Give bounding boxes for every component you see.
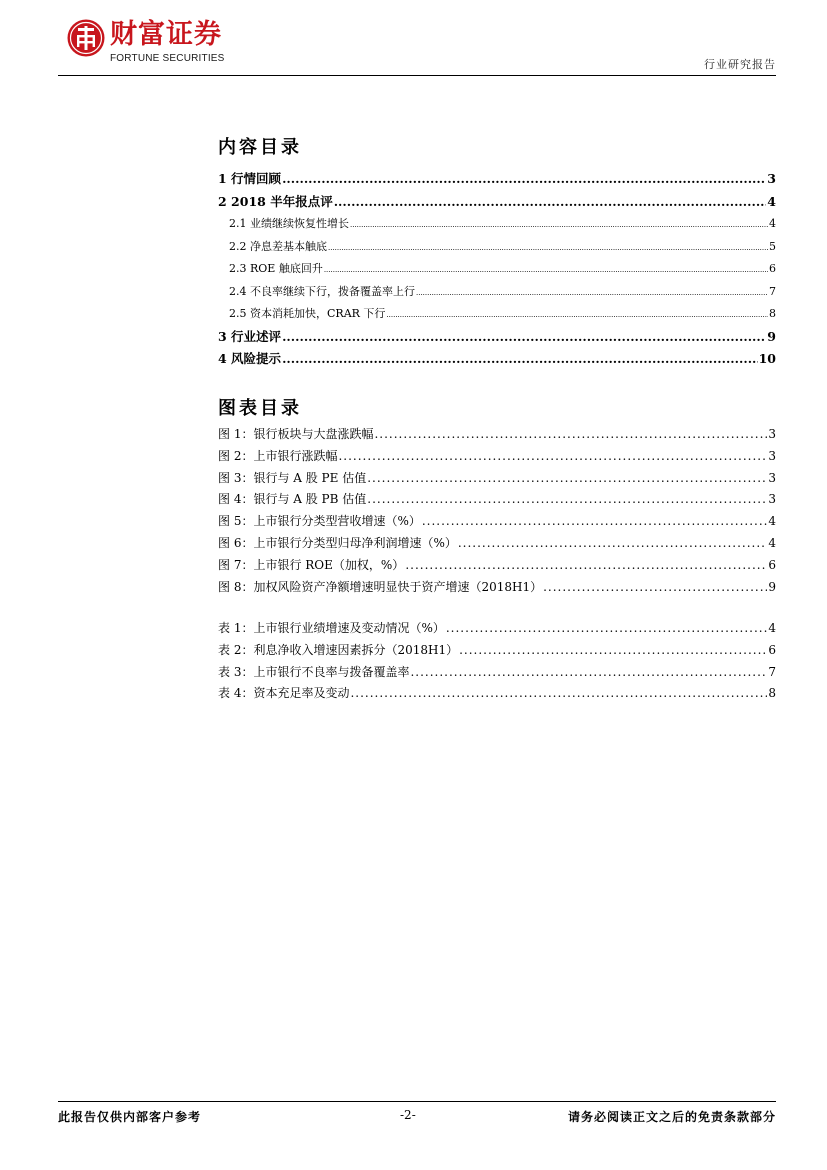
contents-entry[interactable] — [218, 213, 776, 236]
figure-entry[interactable] — [218, 555, 776, 577]
figure-entry[interactable] — [218, 489, 776, 511]
brand-name-cn: 财富证券 — [110, 19, 222, 50]
table-entry[interactable] — [218, 662, 776, 684]
table-entry[interactable] — [218, 618, 776, 640]
figure-entry[interactable] — [218, 446, 776, 468]
dot-leader — [282, 168, 766, 191]
contents-entry-label: 3 行业述评 — [218, 328, 282, 344]
table-entry-page: 8 — [768, 686, 776, 701]
dot-leader — [328, 237, 768, 259]
contents-entry-label: 2.1 业绩继续恢复性增长 — [229, 217, 349, 230]
figure-entry[interactable] — [218, 533, 776, 555]
figure-entry-label: 图 1：银行板块与大盘涨跌幅 — [218, 427, 374, 441]
contents-entry-label: 1 行情回顾 — [218, 171, 282, 186]
contents-entry-page: 4 — [769, 217, 776, 230]
figure-entry-page: 3 — [768, 427, 776, 441]
contents-list — [218, 168, 776, 371]
table-entry-label: 表 1：上市银行业绩增速及变动情况（%） — [218, 621, 445, 635]
figure-entry-page: 6 — [768, 557, 776, 572]
figure-entry[interactable] — [218, 577, 776, 599]
figure-entry-page: 3 — [768, 492, 776, 507]
figure-entry-page: 9 — [768, 579, 776, 594]
figure-entry[interactable] — [218, 468, 776, 490]
figure-entry-label: 图 3：银行与 A 股 PE 估值 — [218, 470, 367, 485]
dot-leader — [338, 446, 767, 468]
figure-entry-page: 4 — [768, 514, 776, 529]
contents-entry-page: 5 — [769, 239, 776, 253]
figure-entry-label: 图 8：加权风险资产净额增速明显快于资产增速（2018H1） — [218, 579, 543, 594]
contents-entry-label: 2.5 资本消耗加快，CRAR 下行 — [229, 307, 386, 320]
dot-leader — [405, 555, 767, 577]
dot-leader — [458, 533, 768, 555]
dot-leader — [410, 662, 767, 684]
contents-entry[interactable] — [218, 281, 776, 304]
figure-entry-page: 3 — [768, 448, 776, 463]
table-entry-label: 表 2：利息净收入增速因素拆分（2018H1） — [218, 642, 459, 657]
page-number: -2- — [400, 1108, 416, 1122]
contents-entry-label: 2 2018 半年报点评 — [218, 193, 333, 209]
dot-leader — [350, 683, 767, 705]
figure-entry-label: 图 6：上市银行分类型归母净利润增速（%） — [218, 535, 457, 550]
table-entry-page: 6 — [768, 642, 776, 657]
figures-title: 图表目录 — [218, 398, 302, 419]
contents-entry-label: 4 风险提示 — [218, 351, 282, 366]
page-header — [66, 18, 776, 76]
contents-entry-page: 9 — [767, 328, 776, 344]
table-entry-label: 表 3：上市银行不良率与拨备覆盖率 — [218, 664, 410, 679]
figure-entry-label: 图 2：上市银行涨跌幅 — [218, 448, 338, 463]
fortune-securities-logo-icon — [66, 18, 106, 58]
header-divider — [58, 75, 776, 76]
contents-entry[interactable] — [218, 191, 776, 214]
figure-entry[interactable] — [218, 511, 776, 533]
dot-leader — [543, 577, 767, 599]
contents-entry-page: 6 — [769, 262, 776, 275]
contents-entry[interactable] — [218, 303, 776, 326]
report-type-label: 行业研究报告 — [704, 58, 776, 71]
footer-divider — [58, 1101, 776, 1102]
footer-disclaimer: 此报告仅供内部客户参考 — [58, 1110, 202, 1124]
dot-leader — [416, 282, 768, 304]
dot-leader — [367, 468, 767, 490]
dot-leader — [324, 259, 768, 281]
footer-notice: 请务必阅读正文之后的免责条款部分 — [567, 1110, 776, 1124]
contents-entry-page: 10 — [758, 351, 776, 366]
contents-entry-label: 2.3 ROE 触底回升 — [229, 262, 323, 275]
figure-entry-page: 4 — [768, 535, 776, 550]
dot-leader — [350, 214, 768, 236]
table-entry[interactable] — [218, 640, 776, 662]
contents-title: 内容目录 — [218, 137, 302, 158]
dot-leader — [282, 326, 766, 349]
contents-entry-label: 2.4 不良率继续下行，拨备覆盖率上行 — [229, 284, 415, 298]
dot-leader — [282, 348, 758, 371]
contents-entry[interactable] — [218, 258, 776, 281]
dot-leader — [446, 618, 768, 640]
dot-leader — [459, 640, 767, 662]
table-entry[interactable] — [218, 683, 776, 705]
contents-entry-page: 7 — [769, 284, 776, 298]
brand-name-en: FORTUNE SECURITIES — [110, 53, 225, 64]
contents-entry-page: 3 — [767, 171, 776, 186]
dot-leader — [422, 511, 768, 533]
figure-entry-label: 图 7：上市银行 ROE（加权，%） — [218, 557, 405, 572]
contents-entry-page: 4 — [767, 193, 776, 209]
figures-list — [218, 424, 776, 598]
contents-entry-label: 2.2 净息差基本触底 — [229, 239, 327, 253]
figure-entry-label: 图 4：银行与 A 股 PB 估值 — [218, 492, 367, 507]
dot-leader — [386, 304, 768, 326]
dot-leader — [374, 424, 767, 446]
table-entry-page: 7 — [768, 664, 776, 679]
contents-entry[interactable] — [218, 236, 776, 259]
figure-entry-label: 图 5：上市银行分类型营收增速（%） — [218, 514, 421, 529]
contents-entry-page: 8 — [769, 307, 776, 320]
tables-list — [218, 618, 776, 705]
dot-leader — [367, 489, 767, 511]
dot-leader — [334, 191, 767, 214]
figure-entry[interactable] — [218, 424, 776, 446]
contents-entry[interactable] — [218, 348, 776, 371]
contents-entry[interactable] — [218, 326, 776, 349]
contents-entry[interactable] — [218, 168, 776, 191]
figure-entry-page: 3 — [768, 470, 776, 485]
table-entry-label: 表 4：资本充足率及变动 — [218, 686, 350, 701]
table-entry-page: 4 — [768, 621, 776, 635]
